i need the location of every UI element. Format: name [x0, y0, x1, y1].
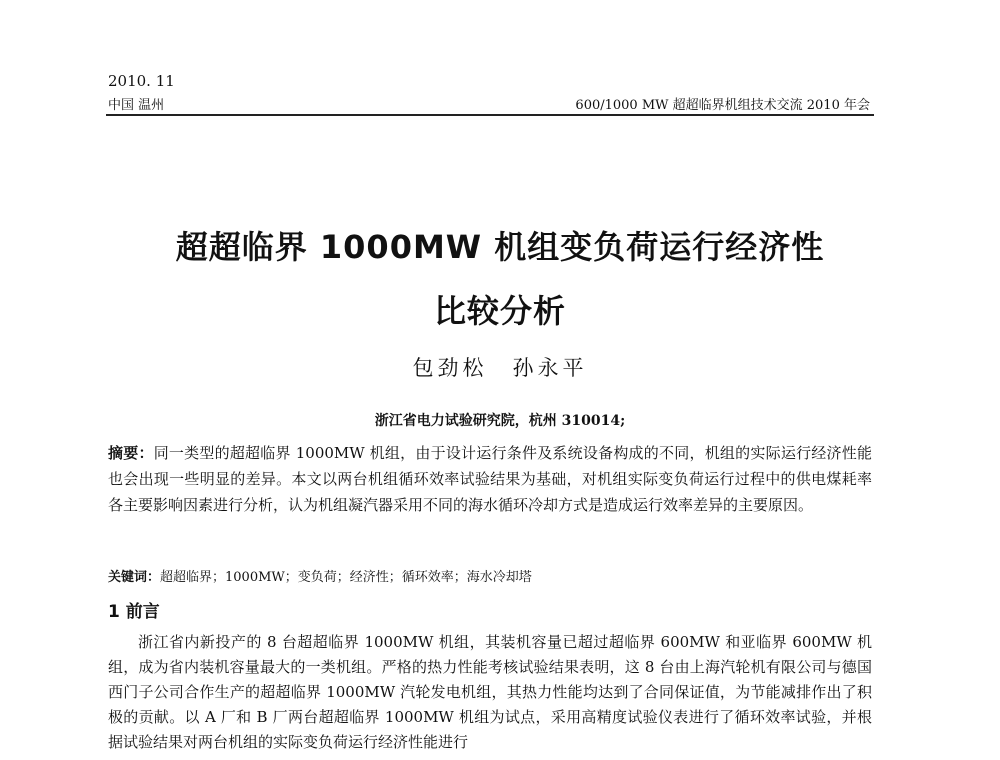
header-rule — [106, 114, 874, 116]
paper-title-line2: 比较分析 — [433, 292, 566, 330]
header-location: 中国 温州 — [108, 98, 165, 113]
abstract-text: 同一类型的超超临界 1000MW 机组，由于设计运行条件及系统设备构成的不同，机组的实际运行经济性能也会出现一些明显的差异。本文以两台机组循环效率试验结果为基础，对机组实际变负荷运行过程中的供电煤耗率各主要影响因素进行分析，认为机组凝汽器采用不同的海水循环冷却方式是造成运行效率差异的主要原因。 — [108, 444, 872, 514]
abstract-label: 摘要： — [108, 444, 154, 462]
header-conference: 600/1000 MW 超超临界机组技术交流 2010 年会 — [575, 98, 870, 113]
section-paragraph: 浙江省内新投产的 8 台超超临界 1000MW 机组，其装机容量已超过超临界 600MW 和亚临界 600MW 机组，成为省内装机容量最大的一类机组。严格的热力性能考核试验结果表明，这 8 台由上海汽轮机有限公司与德国西门子公司合作生产的超超临界 1000MW 汽轮发电机组，其热力性能均达到了合同保证值，为节能减排作出了积极的贡献。以 A 厂和 B 厂两台超超临界 1000MW 机组为试点，采用高精度试验仪表进行了循环效率试验，并根据试验结果对两台机组的实际变负荷运行经济性能进行 — [108, 633, 872, 751]
keywords-label: 关键词： — [108, 570, 161, 585]
paper-title-line1: 超超临界 1000MW 机组变负荷运行经济性 — [175, 228, 825, 266]
keywords — [108, 566, 872, 585]
abstract — [108, 440, 872, 518]
section-heading: 1 前言 — [108, 602, 160, 622]
keywords-text: 超超临界；1000MW；变负荷；经济性；循环效率；海水冷却塔 — [160, 570, 532, 585]
header-date: 2010. 11 — [108, 72, 175, 90]
affiliation: 浙江省电力试验研究院，杭州 310014; — [374, 413, 626, 429]
authors: 包劲松 孙永平 — [412, 356, 588, 380]
